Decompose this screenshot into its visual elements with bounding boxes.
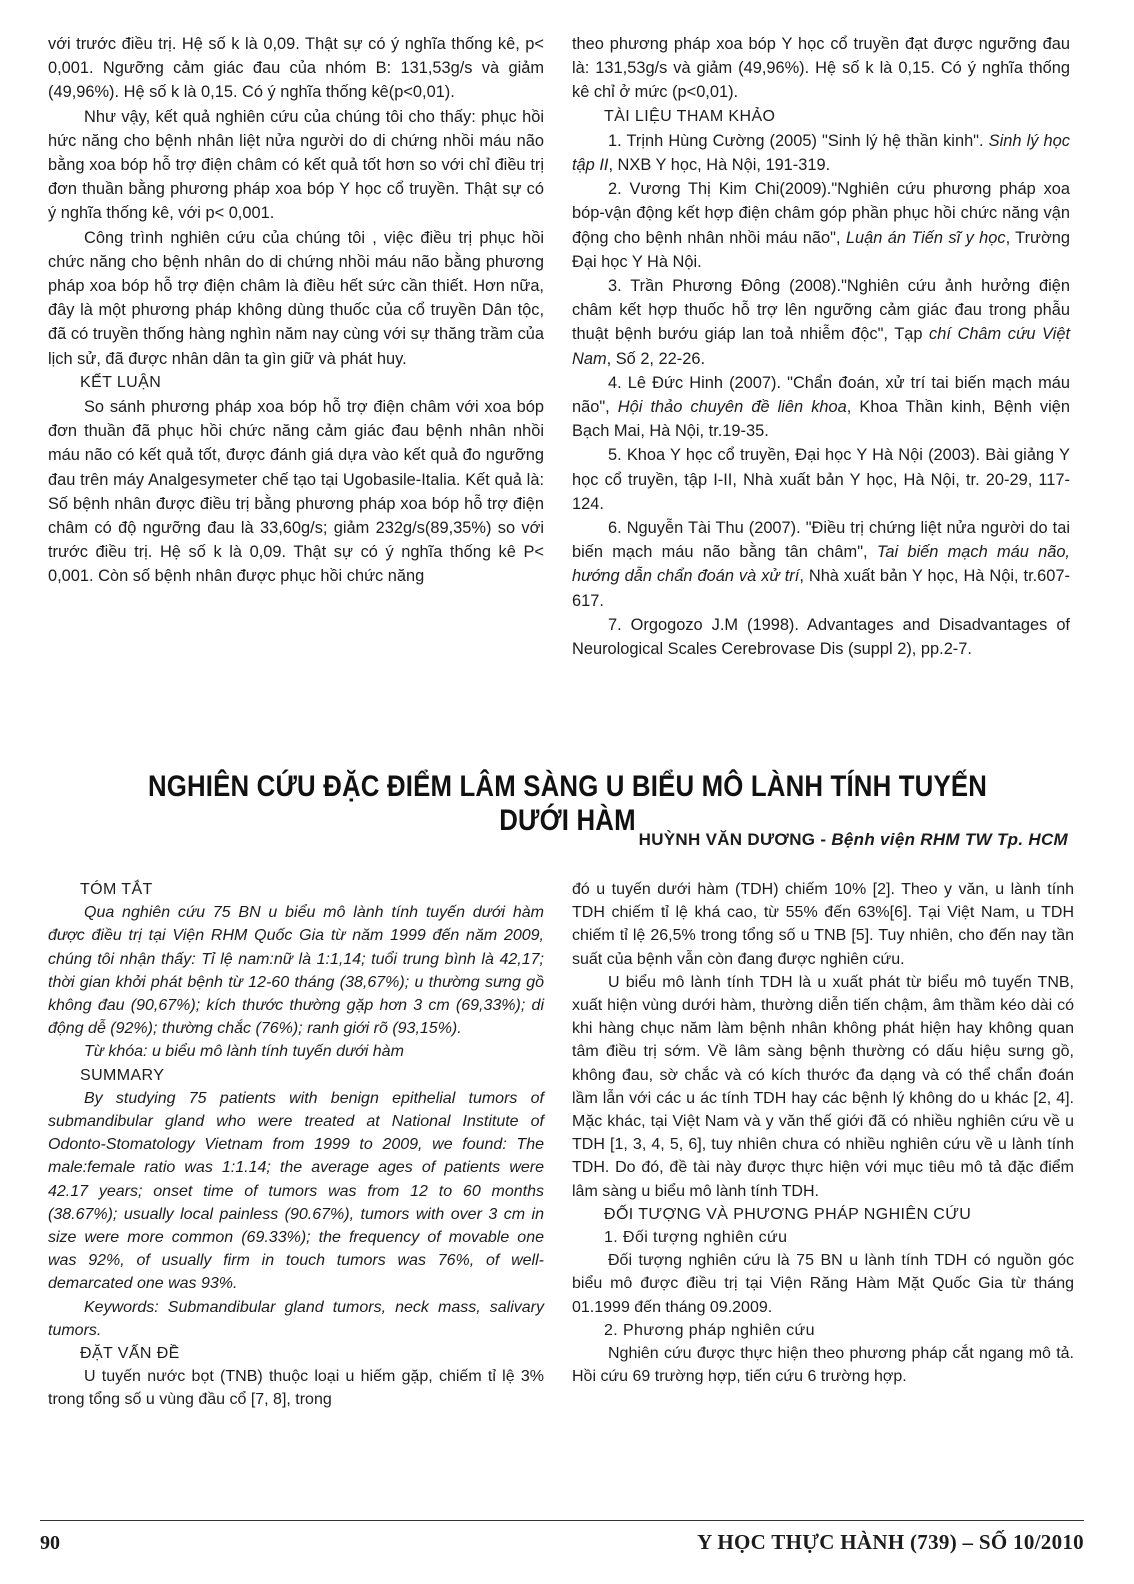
subsection-heading: 2. Phương pháp nghiên cứu: [604, 1321, 815, 1339]
subsection-heading: 1. Đối tượng nghiên cứu: [604, 1229, 788, 1247]
top-right-column: [572, 32, 1070, 661]
methods-heading: ĐỐI TƯỢNG VÀ PHƯƠNG PHÁP NGHIÊN CỨU: [604, 1205, 972, 1223]
paragraph: U biểu mô lành tính TDH là u xuất phát từ biểu mô tuyến TNB, xuất hiện vùng dưới hàm, thường diễn tiến chậm, âm thầm kéo dài có khi hàng chục năm làm bệnh nhân không phát hiện hay không quan tâm điều trị sớm. Về lâm sàng bệnh thường có dấu hiệu sưng gồ, không đau, sờ chắc và có kích thước đa dạng và có thể chẩn đoán lầm lẫn với các u ác tính TDH hay các bệnh lý không do u khác [2, 4]. Mặc khác, tại Việt Nam và y văn thế giới đã có nhiều nghiên cứu về u TDH [1, 3, 4, 5, 6], tuy nhiên chưa có nhiều nghiên cứu về u lành tính TDH. Do đó, đề tài này được thực hiện với mục tiêu mô tả đặc điểm lâm sàng u biểu mô lành tính TDH.: [572, 973, 1074, 1200]
reference-item: 5. Khoa Y học cổ truyền, Đại học Y Hà Nội (2003). Bài giảng Y học cổ truyền, tập I-II, Nhà xuất bản Y học, Hà Nội, tr. 20-29, 117-124.: [572, 446, 1070, 513]
abstract-paragraph: Qua nghiên cứu 75 BN u biểu mô lành tính tuyến dưới hàm được điều trị tại Viện RHM Quốc Gia từ năm 1999 đến năm 2009, chúng tôi nhận thấy: Tỉ lệ nam:nữ là 1:1,14; tuổi trung bình là 42,17; thời gian khởi phát bệnh từ 12-60 tháng (38,67%); u thường sưng gồ không đau (90,67%); kích thước thường gặp hơn 3 cm (69,33%); di động dễ (92%); thường chắc (76%); ranh giới rõ (93,15%).: [48, 904, 544, 1038]
paragraph: So sánh phương pháp xoa bóp hỗ trợ điện châm với xoa bóp đơn thuần đã phục hồi chức năng cảm giác đau bệnh nhân nhồi máu não có kết quả tốt, được đánh giá dựa vào kết quả đo ngưỡng đau trên máy Analgesymeter chế tạo tại Ugobasile-Italia. Kết quả là: Số bệnh nhân được điều trị bằng phương pháp xoa bóp hỗ trợ điện châm có độ ngưỡng đau là 33,60g/s; giảm 232g/s(89,35%) so với trước điều trị. Hệ số k là 0,09. Thật sự có ý nghĩa thống kê P< 0,001. Còn số bệnh nhân được phục hồi chức năng: [48, 398, 544, 586]
page-number: 90: [40, 1532, 60, 1554]
article-left-column: [48, 878, 544, 1412]
summary-paragraph: By studying 75 patients with benign epithelial tumors of submandibular gland who were treated at National Institute of Odonto-Stomatology Vietnam from 1999 to 2009, we found: The male:female ratio was 1:1.14; the average ages of patients were 42.17 years; onset time of tumors was from 12 to 60 months (38.67%); usually local painless (90.67%), tumors with over 3 cm in size were more common (69.33%); the frequency of movable one was 92%, of usually firm in touch tumors was 76%, of well-demarcated one was 93%.: [48, 1089, 544, 1293]
reference-item: 4. Lê Đức Hinh (2007). "Chẩn đoán, xử trí tai biến mạch máu não", Hội thảo chuyên đề liên khoa, Khoa Thần kinh, Bệnh viện Bạch Mai, Hà Nội, tr.19-35.: [572, 373, 1070, 441]
abstract-heading: TÓM TẮT: [80, 881, 153, 898]
author-name: HUỲNH VĂN DƯƠNG: [638, 830, 816, 849]
article-title: NGHIÊN CỨU ĐẶC ĐIỂM LÂM SÀNG U BIỂU MÔ LÀNH TÍNH TUYẾN DƯỚI HÀM: [147, 770, 988, 837]
author-affiliation: Bệnh viện RHM TW Tp. HCM: [831, 830, 1068, 849]
paragraph: theo phương pháp xoa bóp Y học cổ truyền đạt được ngưỡng đau là: 131,53g/s và giảm (49,96%). Hệ số k là 0,15. Có ý nghĩa thống kê chỉ ở mức (p<0,01).: [572, 35, 1070, 102]
paragraph: đó u tuyến dưới hàm (TDH) chiếm 10% [2]. Theo y văn, u lành tính TDH chiếm tỉ lệ khá cao, từ 55% đến 63%[6]. Tại Việt Nam, u TDH chiếm tỉ lệ 26,5% trong tổng số u TNB [5]. Tuy nhiên, cho đến nay tần suất của bệnh vẫn còn đang được nghiên cứu.: [572, 881, 1074, 968]
reference-item: 1. Trịnh Hùng Cường (2005) "Sinh lý hệ thần kinh". Sinh lý học tập II, NXB Y học, Hà Nội, 191-319.: [572, 131, 1070, 175]
reference-item: 6. Nguyễn Tài Thu (2007). "Điều trị chứng liệt nửa người do tai biến mạch máu não bằng tân châm", Tai biến mạch máu não, hướng dẫn chẩn đoán và xử trí, Nhà xuất bản Y học, Hà Nội, tr.607-617.: [572, 519, 1070, 610]
author-line: HUỲNH VĂN DƯƠNG - Bệnh viện RHM TW Tp. HCM: [638, 830, 1068, 849]
section-heading-conclusion: KẾT LUẬN: [80, 373, 162, 391]
references-heading: TÀI LIỆU THAM KHẢO: [604, 107, 776, 125]
paragraph: Đối tượng nghiên cứu là 75 BN u lành tính TDH có nguồn góc biểu mô được điều trị tại Viện Răng Hàm Mặt Quốc Gia từ tháng 01.1999 đến tháng 09.2009.: [572, 1252, 1074, 1316]
top-left-column: [48, 32, 544, 589]
paragraph: Công trình nghiên cứu của chúng tôi , việc điều trị phục hồi chức năng cho bệnh nhân do di chứng nhồi máu não bằng phương pháp xoa bóp hỗ trợ điện châm là điều hết sức cần thiết. Hơn nữa, đây là một phương pháp không dùng thuốc của cổ truyền Dân tộc, đã có truyền thống hàng nghìn năm nay cùng với sự thăng trầm của lịch sử, đã được nhân dân ta gìn giữ và phát huy.: [48, 228, 544, 368]
footer-rule: [40, 1520, 1084, 1521]
keywords-vi: Từ khóa: u biểu mô lành tính tuyến dưới hàm: [84, 1043, 404, 1061]
journal-footer: Y HỌC THỰC HÀNH (739) – SỐ 10/2010: [697, 1530, 1084, 1554]
reference-item: 2. Vương Thị Kim Chi(2009)."Nghiên cứu phương pháp xoa bóp-vận động kết hợp điện châm góp phần phục hồi chức năng vận động cho bệnh nhân nhồi máu não", Luận án Tiến sĩ y học, Trường Đại học Y Hà Nội.: [572, 180, 1070, 271]
article-right-column: [572, 878, 1074, 1388]
paragraph: với trước điều trị. Hệ số k là 0,09. Thật sự có ý nghĩa thống kê, p< 0,001. Ngưỡng cảm giác đau của nhóm B: 131,53g/s và giảm (49,96%). Hệ số k là 0,15. Có ý nghĩa thống kê(p<0,01).: [48, 35, 544, 102]
reference-item: 7. Orgogozo J.M (1998). Advantages and Disadvantages of Neurological Scales Cerebrovase Dis (suppl 2), pp.2-7.: [572, 615, 1070, 659]
paragraph: Như vậy, kết quả nghiên cứu của chúng tôi cho thấy: phục hồi hức năng cho bệnh nhân liệt nửa người do di chứng nhồi máu não bằng xoa bóp hỗ trợ điện châm có kết quả tốt hơn so với chỉ điều trị đơn thuần bằng phương pháp xoa bóp Y học cổ truyền. Thật sự có ý nghĩa thống kê, với p< 0,001.: [48, 107, 544, 223]
introduction-heading: ĐẶT VẤN ĐỀ: [80, 1345, 180, 1363]
keywords-en: Keywords: Submandibular gland tumors, neck mass, salivary tumors.: [48, 1298, 544, 1339]
paragraph: U tuyến nước bọt (TNB) thuộc loại u hiếm gặp, chiếm tỉ lệ 3% trong tổng số u vùng đầu cổ [7, 8], trong: [48, 1368, 544, 1409]
reference-item: 3. Trần Phương Đông (2008)."Nghiên cứu ảnh hưởng điện châm kết hợp thuốc hỗ trợ lên ngưỡng cảm giác đau trong phẫu thuật bệnh bướu giáp lan toả nhiễm độc", Tạp chí Châm cứu Việt Nam, Số 2, 22-26.: [572, 277, 1070, 368]
paragraph: Nghiên cứu được thực hiện theo phương pháp cắt ngang mô tả. Hồi cứu 69 trường hợp, tiến cứu 6 trường hợp.: [572, 1345, 1074, 1386]
summary-heading: SUMMARY: [80, 1066, 165, 1084]
